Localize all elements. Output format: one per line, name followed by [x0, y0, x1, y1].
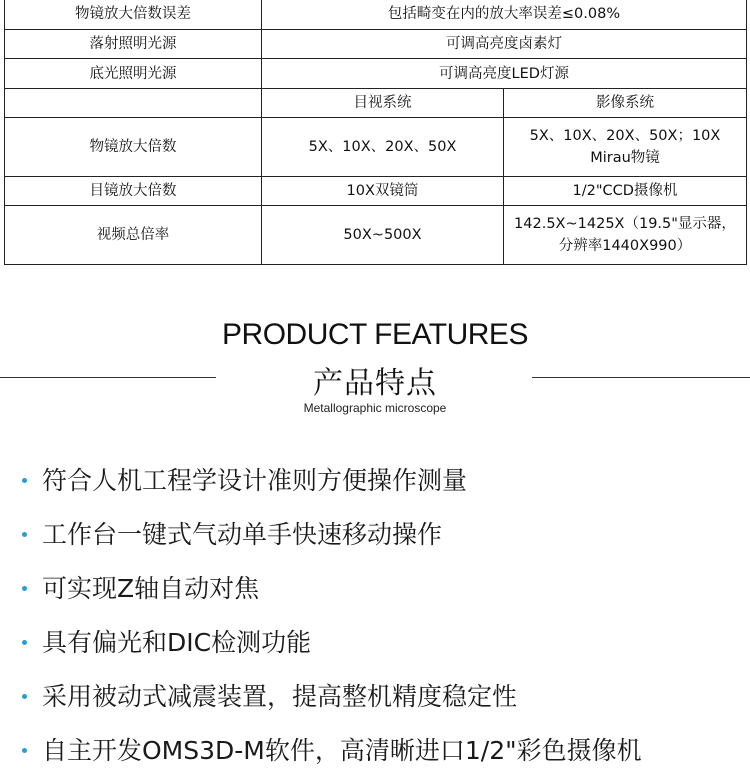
spec-label: 落射照明光源 — [5, 30, 262, 59]
table-row — [5, 0, 747, 30]
spec-value: 可调高亮度卤素灯 — [262, 30, 747, 59]
table-row — [5, 30, 747, 59]
feature-text: 符合人机工程学设计准则方便操作测量 — [42, 466, 468, 495]
bullet-dot-icon — [22, 532, 27, 537]
bullet-dot-icon — [22, 748, 27, 753]
divider-right — [532, 377, 750, 378]
list-item — [22, 668, 642, 722]
bullet-dot-icon — [22, 640, 27, 645]
imaging-value: 142.5X~1425X（19.5"显示器，分辨率1440X990） — [504, 206, 747, 265]
feature-text: 工作台一键式气动单手快速移动操作 — [42, 520, 443, 549]
subheader-empty-cell — [5, 89, 262, 118]
feature-list — [22, 452, 642, 776]
features-subtitle: Metallographic microscope — [303, 401, 447, 415]
features-title-en: PRODUCT FEATURES — [222, 318, 528, 351]
spec-value: 包括畸变在内的放大率误差≤0.08% — [262, 0, 747, 30]
list-item — [22, 614, 642, 668]
subheader-imaging-system: 影像系统 — [504, 89, 747, 118]
spec-label: 物镜放大倍数误差 — [5, 0, 262, 30]
table-row — [5, 206, 747, 265]
spec-label: 物镜放大倍数 — [5, 118, 262, 177]
table-subheader-row — [5, 89, 747, 118]
spec-label: 目镜放大倍数 — [5, 177, 262, 206]
feature-text: 可实现Z轴自动对焦 — [42, 574, 260, 603]
subheader-visual-system: 目视系统 — [262, 89, 504, 118]
bullet-dot-icon — [22, 694, 27, 699]
list-item — [22, 722, 642, 776]
list-item — [22, 506, 642, 560]
visual-value: 10X双镜筒 — [262, 177, 504, 206]
spec-value: 可调高亮度LED灯源 — [262, 59, 747, 89]
features-title-zh: 产品特点 — [313, 366, 437, 401]
spec-table — [4, 0, 747, 265]
table-row — [5, 59, 747, 89]
bullet-dot-icon — [22, 586, 27, 591]
visual-value: 50X~500X — [262, 206, 504, 265]
imaging-value: 1/2"CCD摄像机 — [504, 177, 747, 206]
spec-label: 视频总倍率 — [5, 206, 262, 265]
spec-label: 底光照明光源 — [5, 59, 262, 89]
feature-text: 采用被动式减震装置，提高整机精度稳定性 — [42, 682, 518, 711]
feature-text: 具有偏光和DIC检测功能 — [42, 628, 312, 657]
feature-text: 自主开发OMS3D-M软件，高清晰进口1/2"彩色摄像机 — [42, 736, 642, 765]
bullet-dot-icon — [22, 478, 27, 483]
imaging-value: 5X、10X、20X、50X；10X Mirau物镜 — [504, 118, 747, 177]
table-row — [5, 118, 747, 177]
table-row — [5, 177, 747, 206]
list-item — [22, 452, 642, 506]
list-item — [22, 560, 642, 614]
visual-value: 5X、10X、20X、50X — [262, 118, 504, 177]
